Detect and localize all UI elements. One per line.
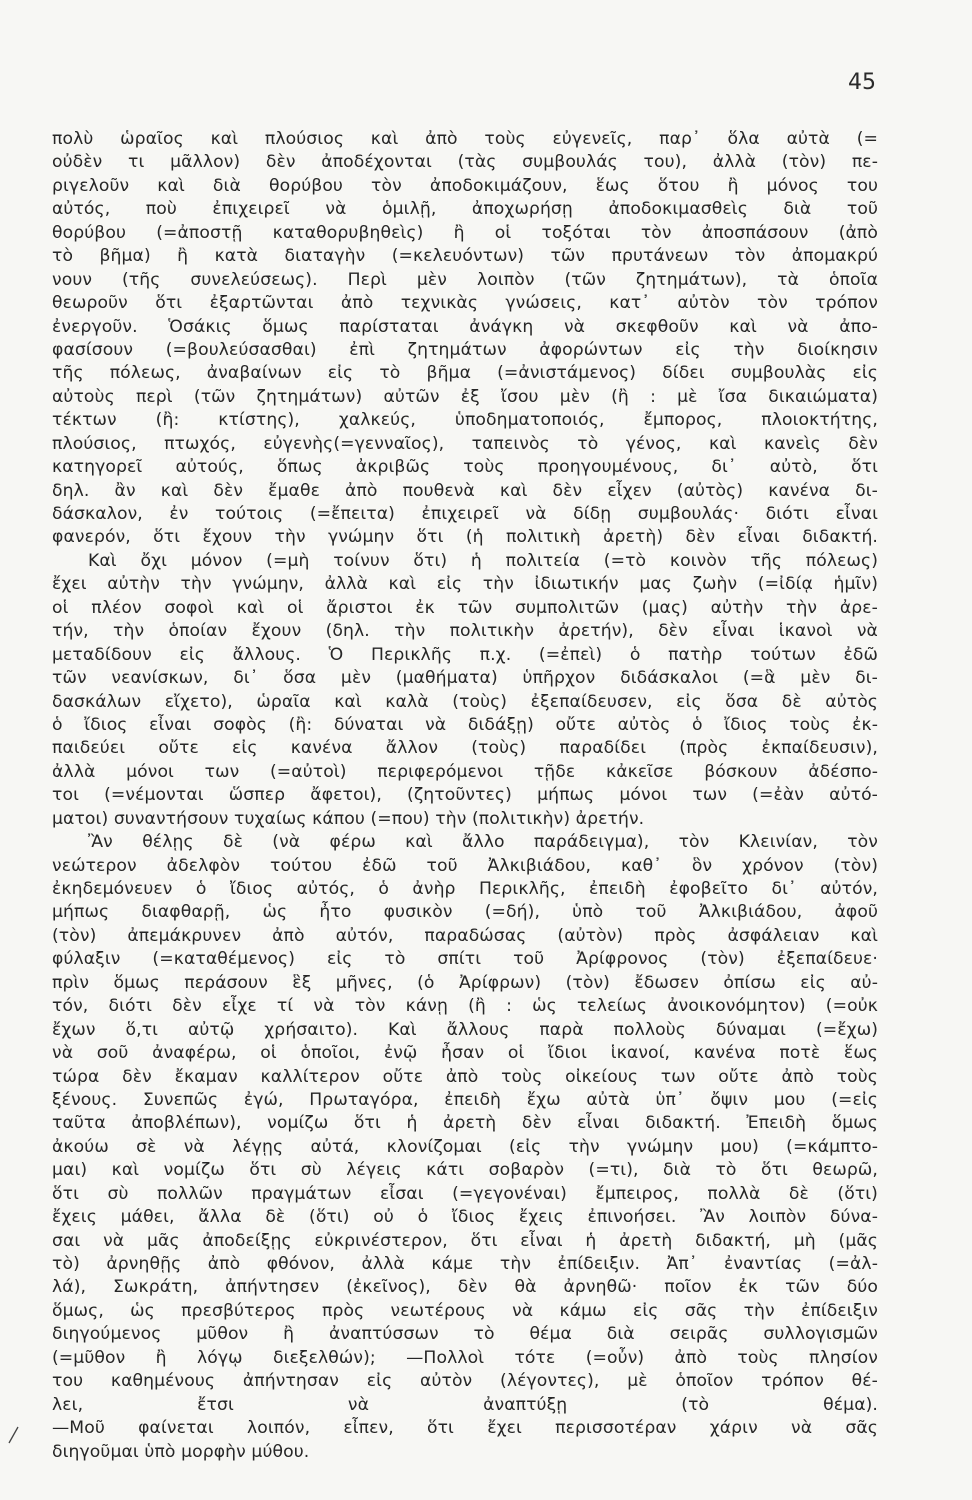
text-line: δάσκαλον, ἐν τούτοις (=ἔπειτα) ἐπιχειρεῖ νὰ δίδῃ συμβουλάς· διότι εἶναι xyxy=(52,504,878,524)
text-line: ξένους. Συνεπῶς ἐγώ, Πρωταγόρα, ἐπειδὴ ἔχω αὐτὰ ὑπ᾽ ὄψιν μου (=εἰς xyxy=(52,1089,878,1110)
text-line: (=μῦθον ἢ λόγῳ διεξελθών); —Πολλοὶ τότε (=οὖν) ἀπὸ τοὺς πλησίον xyxy=(52,1347,878,1368)
text-line: ἔχεις μάθει, ἄλλα δὲ (ὅτι) οὐ ὁ ἴδιος ἔχεις ἐπινοήσει. Ἂν λοιπὸν δύνα- xyxy=(52,1207,878,1228)
text-line: ἐνεργοῦν. Ὁσάκις ὅμως παρίσταται ἀνάγκη νὰ σκεφθοῦν καὶ νὰ ἀπο- xyxy=(52,316,878,337)
text-line: θεωροῦν ὅτι ἐξαρτῶνται ἀπὸ τεχνικὰς γνώσεις, κατ᾽ αὐτὸν τὸν τρόπον xyxy=(52,293,878,314)
text-line: δασκάλων εἴχετο), ὡραῖα καὶ καλὰ (τοὺς) ἐξεπαίδευσεν, εἰς ὅσα δὲ αὐτὸς xyxy=(52,691,878,712)
text-line: τοι (=νέμονται ὥσπερ ἄφετοι), (ζητοῦντες) μήπως μόνοι των (=ἐὰν αὐτό- xyxy=(52,785,878,806)
text-line: —Μοῦ φαίνεται λοιπόν, εἶπεν, ὅτι ἔχει περισσοτέραν χάριν νὰ σᾶς xyxy=(52,1418,878,1439)
text-line: Ἂν θέλῃς δὲ (νὰ φέρω καὶ ἄλλο παράδειγμα), τὸν Κλεινίαν, τὸν xyxy=(88,832,878,853)
text-line: ἀκούω σὲ νὰ λέγῃς αὐτά, κλονίζομαι (εἰς τὴν γνώμην μου) (=κάμπτο- xyxy=(52,1136,878,1157)
text-line: τὸ βῆμα) ἢ κατὰ διαταγὴν (=κελευόντων) τῶν πρυτάνεων τὸν ἀπομακρύ xyxy=(52,246,878,267)
text-line: του καθημένους ἀπήντησαν εἰς αὐτὸν (λέγοντες), μὲ ὁποῖον τρόπον θέ- xyxy=(52,1371,878,1392)
text-line: τέκτων (ἢ: κτίστης), χαλκεύς, ὑποδηματοποιός, ἔμπορος, πλοιοκτήτης, xyxy=(52,410,878,431)
text-line: λά), Σωκράτη, ἀπήντησεν (ἐκεῖνος), δὲν θὰ ἀρνηθῶ· ποῖον ἐκ τῶν δύο xyxy=(52,1277,878,1298)
text-line: ριγελοῦν καὶ διὰ θορύβου τὸν ἀποδοκιμάζουν, ἕως ὅτου ἢ μόνος του xyxy=(52,175,878,196)
text-line: ἐκηδεμόνευεν ὁ ἴδιος αὐτός, ὁ ἀνὴρ Περικλῆς, ἐπειδὴ ἐφοβεῖτο δι᾽ αὐτόν, xyxy=(52,879,878,899)
text-line: μαι) καὶ νομίζω ὅτι σὺ λέγεις κάτι σοβαρὸν (=τι), διὰ τὸ ὅτι θεωρῶ, xyxy=(52,1160,878,1181)
text-line: ἔχει αὐτὴν τὴν γνώμην, ἀλλὰ καὶ εἰς τὴν ἰδιωτικήν μας ζωὴν (=ἰδίᾳ ἡμῖν) xyxy=(52,574,878,595)
text-line: πλούσιος, πτωχός, εὐγενὴς(=γενναῖος), ταπεινὸς τὸ γένος, καὶ κανεὶς δὲν xyxy=(52,433,878,454)
text-line: μεταδίδουν εἰς ἄλλους. Ὁ Περικλῆς π.χ. (=ἐπεὶ) ὁ πατὴρ τούτων ἐδῶ xyxy=(52,644,878,665)
text-line: σαι νὰ μᾶς ἀποδείξῃς εὐκρινέστερον, ὅτι εἶναι ἡ ἀρετὴ διδακτή, μὴ (μᾶς xyxy=(52,1230,878,1251)
text-line: τὸ) ἀρνηθῇς ἀπὸ φθόνον, ἀλλὰ κάμε τὴν ἐπίδειξιν. Ἀπ᾽ ἐναντίας (=ἀλ- xyxy=(52,1254,878,1274)
text-line: φασίσουν (=βουλεύσασθαι) ἐπὶ ζητημάτων ἀφορώντων εἰς τὴν διοίκησιν xyxy=(52,339,878,360)
text-line: Καὶ ὄχι μόνον (=μὴ τοίνυν ὅτι) ἡ πολιτεία (=τὸ κοινὸν τῆς πόλεως) xyxy=(88,550,878,571)
text-line: πρὶν ὅμως περάσουν ἓξ μῆνες, (ὁ Ἀρίφρων) (τὸν) ἔδωσεν ὀπίσω εἰς αὐ- xyxy=(52,972,878,993)
text-line: παιδεύει οὔτε εἰς κανένα ἄλλον (τοὺς) παραδίδει (πρὸς ἐκπαίδευσιν), xyxy=(52,738,878,759)
text-line: ταῦτα ἀποβλέπων), νομίζω ὅτι ἡ ἀρετὴ δὲν εἶναι διδακτή. Ἐπειδὴ ὅμως xyxy=(52,1113,878,1134)
text-line: διηγούμενος μῦθον ἢ ἀναπτύσσων τὸ θέμα διὰ σειρᾶς συλλογισμῶν xyxy=(52,1324,878,1345)
text-line: τῆς πόλεως, ἀναβαίνων εἰς τὸ βῆμα (=ἀνιστάμενος) δίδει συμβουλὰς εἰς xyxy=(52,363,878,384)
text-line: οἱ πλέον σοφοὶ καὶ οἱ ἄριστοι ἐκ τῶν συμπολιτῶν (μας) αὐτὴν τὴν ἀρε- xyxy=(52,597,878,618)
text-line: ὁ ἴδιος εἶναι σοφὸς (ἢ: δύναται νὰ διδάξῃ) οὔτε αὐτὸς ὁ ἴδιος τοὺς ἐκ- xyxy=(52,714,878,735)
text-line: ὅμως, ὡς πρεσβύτερος πρὸς νεωτέρους νὰ κάμω εἰς σᾶς τὴν ἐπίδειξιν xyxy=(52,1300,878,1321)
text-line: νὰ σοῦ ἀναφέρω, οἱ ὁποῖοι, ἐνῷ ἦσαν οἱ ἴδιοι ἱκανοί, κανένα ποτὲ ἕως xyxy=(52,1043,878,1064)
text-line: φύλαξιν (=καταθέμενος) εἰς τὸ σπίτι τοῦ Ἀρίφρονος (τὸν) ἐξεπαίδευε· xyxy=(52,949,878,970)
text-line: ματοι) συναντήσουν τυχαίως κάπου (=που) τὴν (πολιτικὴν) ἀρετήν. xyxy=(52,808,645,829)
margin-pen-mark xyxy=(6,1425,20,1445)
text-line: τώρα δὲν ἔκαμαν καλλίτερον οὔτε ἀπὸ τοὺς οἰκείους των οὔτε ἀπὸ τοὺς xyxy=(52,1066,878,1087)
text-line: νεώτερον ἀδελφὸν τούτου ἐδῶ τοῦ Ἀλκιβιάδου, καθ᾽ ὃν χρόνον (τὸν) xyxy=(52,855,878,876)
text-line: (τὸν) ἀπεμάκρυνεν ἀπὸ αὐτόν, παραδώσας (αὐτὸν) πρὸς ἀσφάλειαν καὶ xyxy=(52,925,878,946)
text-line: αὐτός, ποὺ ἐπιχειρεῖ νὰ ὁμιλῇ, ἀποχωρήσῃ ἀποδοκιμασθεὶς διὰ τοῦ xyxy=(52,199,878,220)
text-line: τήν, τὴν ὁποίαν ἔχουν (δηλ. τὴν πολιτικὴν ἀρετήν), δὲν εἶναι ἱκανοὶ νὰ xyxy=(52,621,878,642)
text-line: αὐτοὺς περὶ (τῶν ζητημάτων) αὐτῶν ἐξ ἴσου μὲν (ἢ : μὲ ἴσα δικαιώματα) xyxy=(52,386,878,407)
text-line: νουν (τῆς συνελεύσεως). Περὶ μὲν λοιπὸν (τῶν ζητημάτων), τὰ ὁποῖα xyxy=(52,269,878,290)
text-line: ἔχων ὅ,τι αὐτῷ χρήσαιτο). Καὶ ἄλλους παρὰ πολλοὺς δύναμαι (=ἔχω) xyxy=(52,1019,878,1040)
text-line: ὅτι σὺ πολλῶν πραγμάτων εἶσαι (=γεγονέναι) ἔμπειρος, πολλὰ δὲ (ὅτι) xyxy=(52,1183,878,1204)
text-line: τῶν νεανίσκων, δι᾽ ὅσα μὲν (μαθήματα) ὑπῆρχον διδάσκαλοι (=ἃ μὲν δι- xyxy=(52,668,878,689)
text-line: πολὺ ὡραῖος καὶ πλούσιος καὶ ἀπὸ τοὺς εὐγενεῖς, παρ᾽ ὅλα αὐτὰ (= xyxy=(52,129,878,149)
text-line: κατηγορεῖ αὐτούς, ὅπως ἀκριβῶς τοὺς προηγουμένους, δι᾽ αὐτὸ, ὅτι xyxy=(52,457,878,478)
text-line: διηγοῦμαι ὑπὸ μορφὴν μύθου. xyxy=(52,1441,310,1462)
text-line: οὐδὲν τι μᾶλλον) δὲν ἀποδέχονται (τὰς συμβουλάς του), ἀλλὰ (τὸν) πε- xyxy=(52,152,878,173)
text-line: φανερόν, ὅτι ἔχουν τὴν γνώμην ὅτι (ἡ πολιτικὴ ἀρετὴ) δὲν εἶναι διδακτή. xyxy=(52,527,878,548)
page-number: 45 xyxy=(848,70,876,95)
body-text xyxy=(52,128,878,1464)
text-line: ἀλλὰ μόνοι των (=αὐτοὶ) περιφερόμενοι τῇδε κἀκεῖσε βόσκουν ἀδέσπο- xyxy=(52,761,878,782)
text-line: λει, ἔτσι νὰ ἀναπτύξῃ (τὸ θέμα). xyxy=(52,1394,878,1415)
text-line: μήπως διαφθαρῇ, ὡς ἦτο φυσικὸν (=δή), ὑπὸ τοῦ Ἀλκιβιάδου, ἀφοῦ xyxy=(52,902,878,923)
text-line: θορύβου (=ἀποστῇ καταθορυβηθεὶς) ἢ οἱ τοξόται τὸν ἀποσπάσουν (ἀπὸ xyxy=(52,222,878,243)
text-line: δηλ. ἂν καὶ δὲν ἔμαθε ἀπὸ πουθενὰ καὶ δὲν εἶχεν (αὐτὸς) κανένα δι- xyxy=(52,480,878,501)
text-line: τόν, διότι δὲν εἶχε τί νὰ τὸν κάνῃ (ἢ : ὡς τελείως ἀνοικονόμητον) (=οὐκ xyxy=(52,996,878,1017)
